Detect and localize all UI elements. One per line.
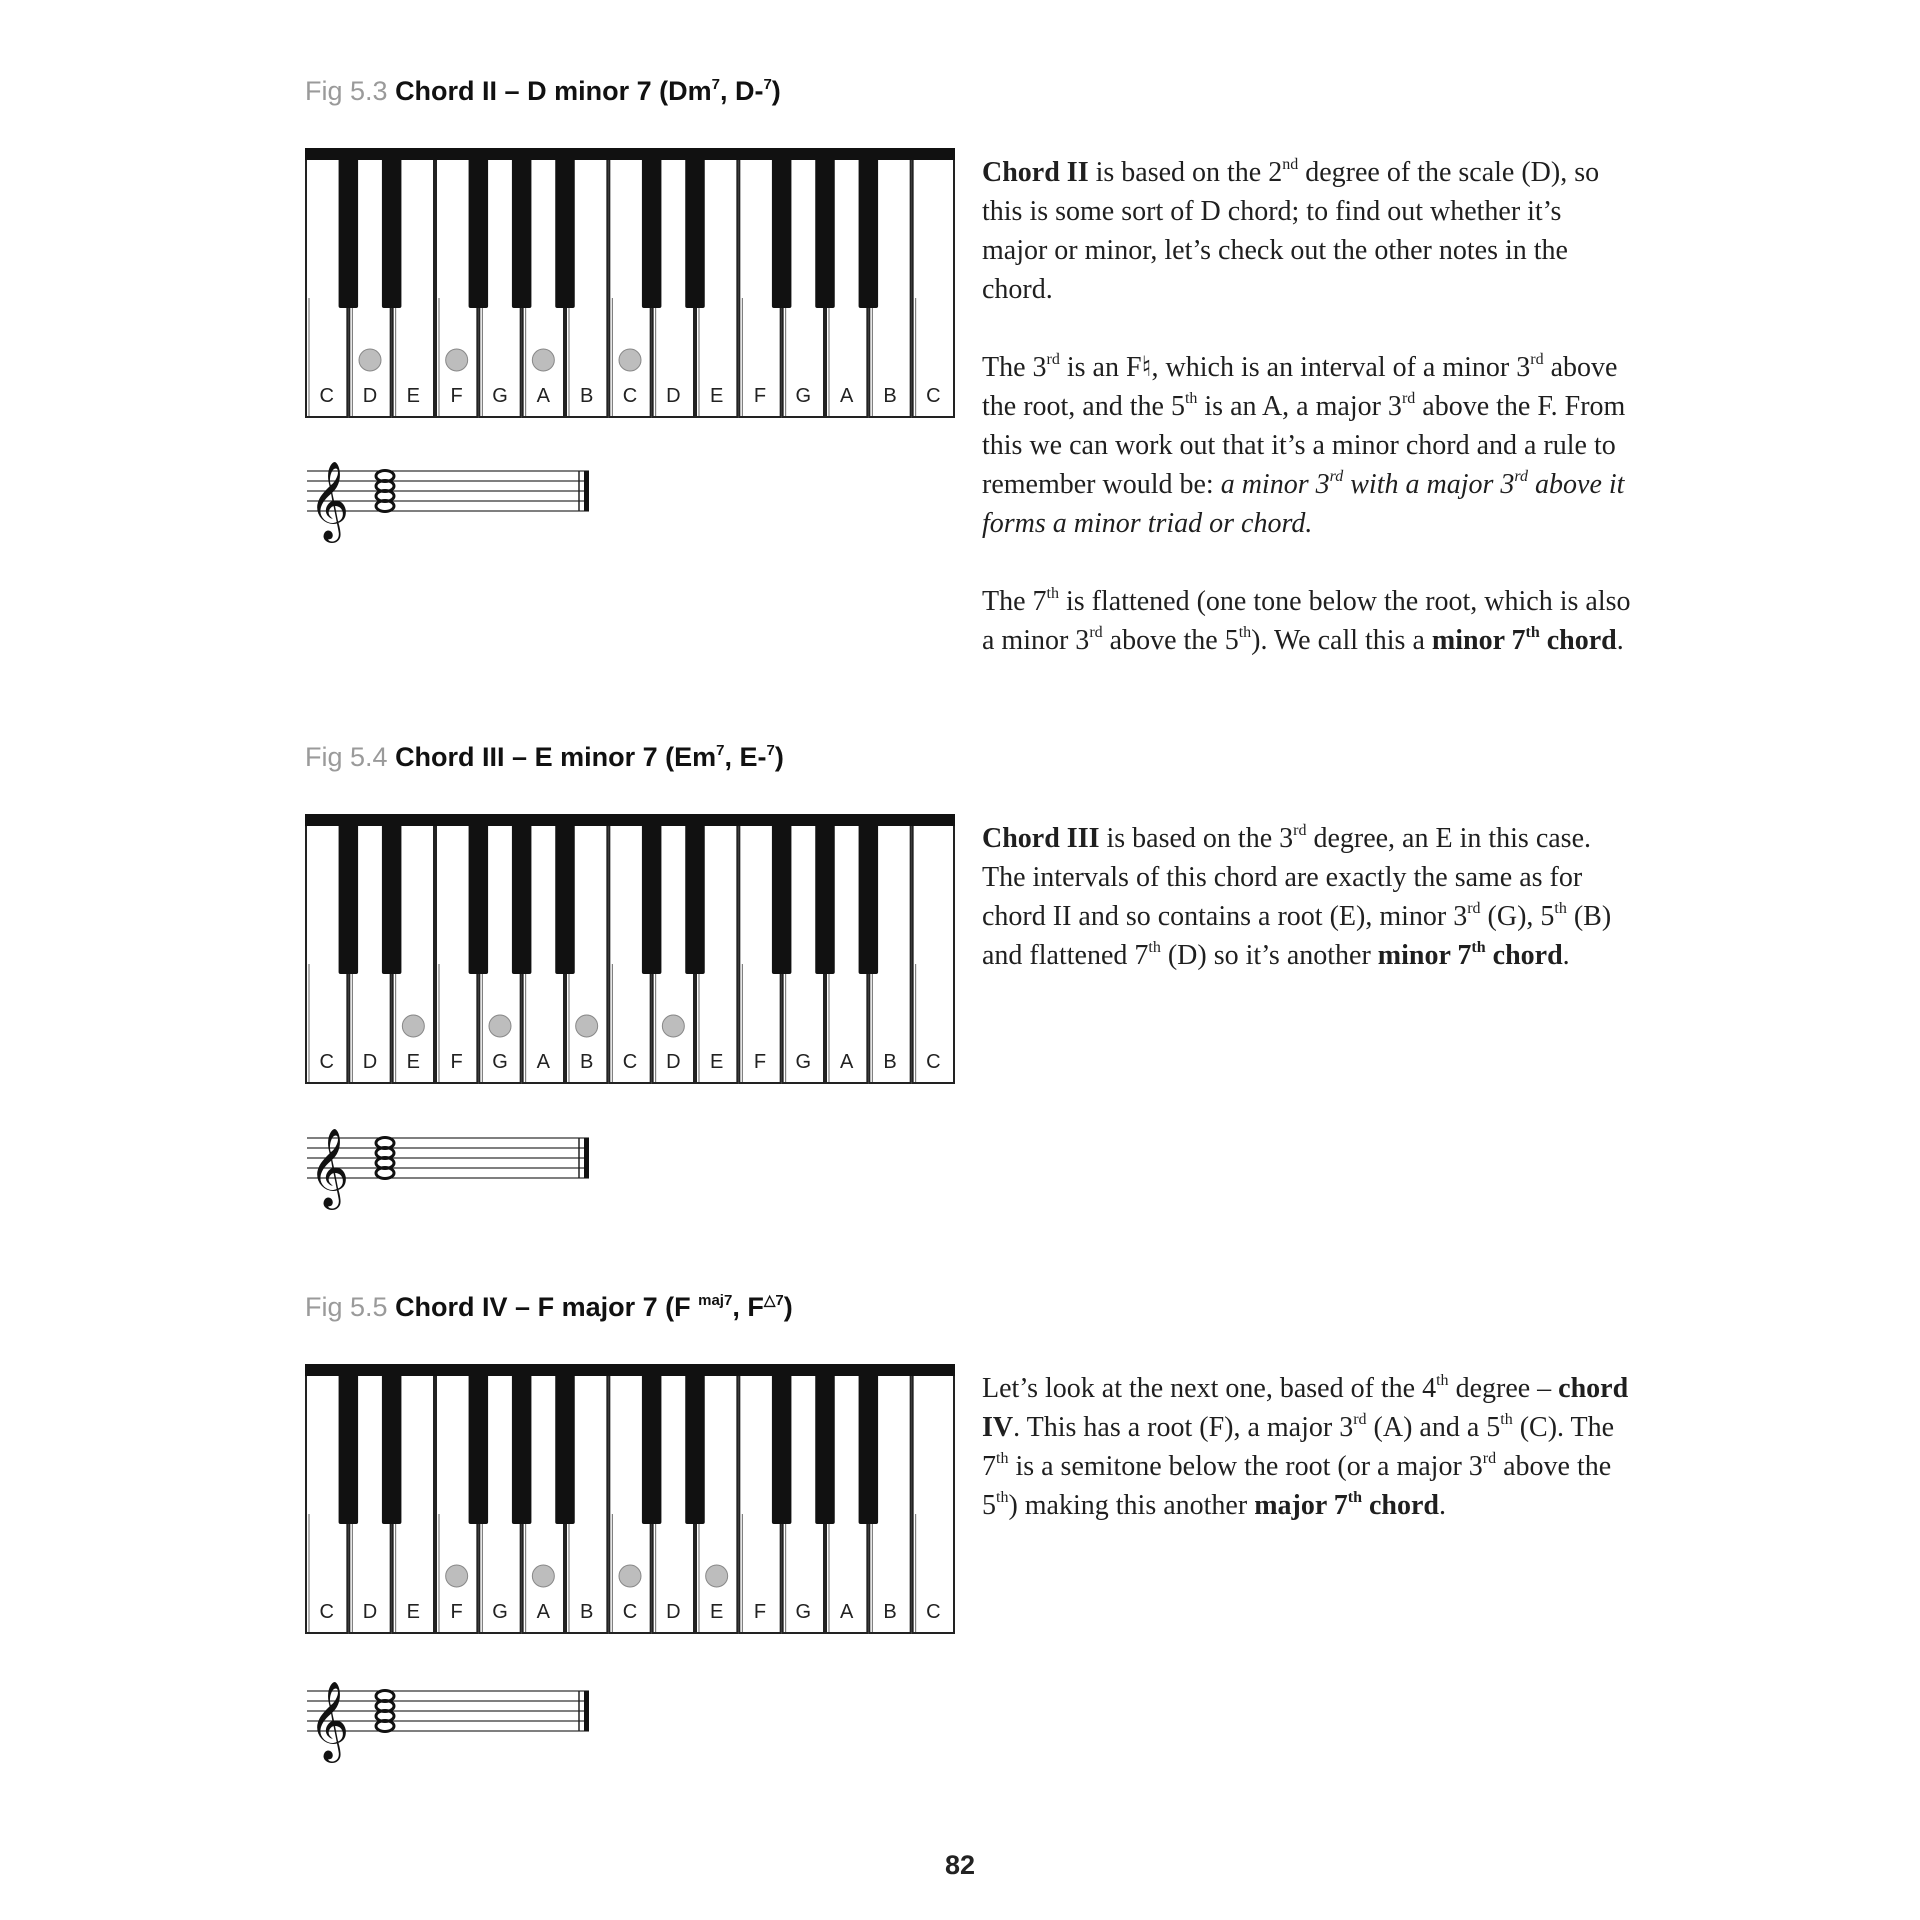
key-label: G <box>795 385 812 407</box>
highlighted-note <box>402 1015 424 1037</box>
figure-title-text: ) <box>783 1292 793 1322</box>
figure-title-text: ) <box>774 742 784 772</box>
key-label: C <box>622 385 638 407</box>
key-label: D <box>362 1051 378 1073</box>
black-key <box>512 158 532 308</box>
highlighted-note <box>532 349 554 371</box>
black-key <box>815 1374 835 1524</box>
key-label: B <box>579 1051 594 1073</box>
black-key <box>859 824 879 974</box>
key-label: D <box>666 1601 681 1623</box>
staff-svg <box>305 1110 595 1210</box>
key-label: F <box>450 1601 463 1623</box>
page-number: 82 <box>944 1850 976 1880</box>
key-label: F <box>753 1051 767 1073</box>
black-key <box>512 824 532 974</box>
black-key <box>339 1374 359 1524</box>
key-label: C <box>622 1051 638 1073</box>
key-label: D <box>666 1051 681 1073</box>
black-key <box>772 158 792 308</box>
key-label: C <box>926 385 941 407</box>
key-label: D <box>666 385 681 407</box>
black-key <box>685 158 705 308</box>
key-label: E <box>406 1601 421 1623</box>
music-staff <box>305 443 595 543</box>
key-label: A <box>536 1601 551 1623</box>
key-label: C <box>926 1051 941 1073</box>
superscript: △7 <box>763 1292 784 1309</box>
highlighted-note <box>446 1565 468 1587</box>
figure-title-5-4 <box>305 742 784 773</box>
piano-keyboard <box>305 1364 955 1634</box>
key-label: B <box>883 1601 897 1623</box>
explanation-text <box>982 1369 1632 1564</box>
keyboard-svg <box>305 1364 955 1634</box>
black-key <box>339 158 359 308</box>
key-label: C <box>319 1051 334 1073</box>
music-staff <box>305 1110 595 1210</box>
figure-number: Fig 5.3 <box>305 76 388 106</box>
paragraph: The 3rd is an F♮, which is an interval of a minor 3rd above the root, and the 5th is an A, a major 3rd above the F. From this we can work out that it’s a minor chord and a rule to remember would be: a minor 3rd with a major 3rd above it forms a minor triad or chord. <box>982 351 1626 539</box>
black-key <box>772 824 792 974</box>
key-label: E <box>709 1601 724 1623</box>
key-label: C <box>622 1601 638 1623</box>
key-label: E <box>709 385 724 407</box>
explanation-text <box>982 153 1632 699</box>
key-label: G <box>492 1601 508 1623</box>
figure-number: Fig 5.4 <box>305 742 388 772</box>
figure-title-text: Chord IV – F major 7 (F <box>395 1292 699 1322</box>
white-key <box>913 1374 954 1633</box>
key-label: A <box>536 385 551 407</box>
superscript: 7 <box>716 742 725 759</box>
key-label: E <box>709 1051 724 1073</box>
black-key <box>382 1374 402 1524</box>
highlighted-note <box>662 1015 684 1037</box>
key-label: G <box>795 1051 812 1073</box>
key-label: F <box>450 1051 463 1073</box>
black-key <box>555 1374 575 1524</box>
key-label: B <box>883 1051 897 1073</box>
key-label: E <box>406 385 421 407</box>
highlighted-note <box>359 349 381 371</box>
highlighted-note <box>532 1565 554 1587</box>
white-key <box>913 158 954 417</box>
key-label: G <box>492 1051 508 1073</box>
key-label: C <box>319 385 334 407</box>
figure-title-text: , E- <box>724 742 767 772</box>
figure-title-text: , D- <box>719 76 764 106</box>
black-key <box>469 824 489 974</box>
figure-title-text: , F <box>732 1292 764 1322</box>
black-key <box>815 824 835 974</box>
keyboard-top-bar <box>305 148 955 160</box>
superscript: 7 <box>766 742 775 759</box>
keyboard-top-bar <box>305 1364 955 1376</box>
treble-clef-icon: 𝄞 <box>309 1681 350 1760</box>
highlighted-note <box>619 349 641 371</box>
figure-number: Fig 5.5 <box>305 1292 388 1322</box>
black-key <box>685 824 705 974</box>
paragraph: Let’s look at the next one, based of the 4th degree – chord IV. This has a root (F), a major 3rd (A) and a 5th (C). The 7th is a semitone below the root (or a major 3rd above the 5th) making this another major 7th chord. <box>982 1372 1629 1521</box>
superscript: 7 <box>711 76 720 93</box>
key-label: C <box>926 1601 941 1623</box>
black-key <box>469 1374 489 1524</box>
black-key <box>382 824 402 974</box>
key-label: A <box>839 385 854 407</box>
explanation-text <box>982 819 1632 1014</box>
black-key <box>642 824 662 974</box>
key-label: C <box>319 1601 334 1623</box>
highlighted-note <box>706 1565 728 1587</box>
black-key <box>772 1374 792 1524</box>
key-label: B <box>579 1601 594 1623</box>
white-key <box>913 824 954 1083</box>
key-label: E <box>406 1051 421 1073</box>
final-barline <box>584 1138 589 1178</box>
piano-keyboard <box>305 148 955 418</box>
black-key <box>555 158 575 308</box>
keyboard-svg <box>305 814 955 1084</box>
treble-clef-icon: 𝄞 <box>309 1128 350 1207</box>
staff-svg <box>305 443 595 543</box>
black-key <box>685 1374 705 1524</box>
highlighted-note <box>446 349 468 371</box>
paragraph: Chord II is based on the 2nd degree of the scale (D), so this is some sort of D chord; to find out whether it’s major or minor, let’s check out the other notes in the chord. <box>982 156 1600 305</box>
black-key <box>642 158 662 308</box>
key-label: A <box>839 1051 854 1073</box>
key-label: B <box>579 385 594 407</box>
keyboard-top-bar <box>305 814 955 826</box>
key-label: D <box>362 385 378 407</box>
black-key <box>859 1374 879 1524</box>
black-key <box>859 158 879 308</box>
paragraph: The 7th is flattened (one tone below the root, which is also a minor 3rd above the 5th). We call this a minor 7th chord. <box>982 585 1631 656</box>
staff-svg <box>305 1663 595 1763</box>
key-label: A <box>839 1601 854 1623</box>
key-label: F <box>753 1601 767 1623</box>
figure-title-text: ) <box>771 76 781 106</box>
highlighted-note <box>489 1015 511 1037</box>
figure-title-text: Chord II – D minor 7 (Dm <box>395 76 712 106</box>
final-barline <box>584 1691 589 1731</box>
figure-title-5-5 <box>305 1292 793 1323</box>
key-label: B <box>883 385 897 407</box>
black-key <box>469 158 489 308</box>
music-staff <box>305 1663 595 1763</box>
key-label: F <box>753 385 767 407</box>
superscript: maj7 <box>698 1292 733 1309</box>
black-key <box>512 1374 532 1524</box>
treble-clef-icon: 𝄞 <box>309 461 350 540</box>
black-key <box>382 158 402 308</box>
key-label: F <box>450 385 463 407</box>
key-label: G <box>492 385 508 407</box>
keyboard-svg <box>305 148 955 418</box>
piano-keyboard <box>305 814 955 1084</box>
final-barline <box>584 471 589 511</box>
black-key <box>555 824 575 974</box>
highlighted-note <box>619 1565 641 1587</box>
figure-title-5-3 <box>305 76 781 107</box>
key-label: A <box>536 1051 551 1073</box>
black-key <box>339 824 359 974</box>
figure-title-text: Chord III – E minor 7 (Em <box>395 742 717 772</box>
black-key <box>815 158 835 308</box>
black-key <box>642 1374 662 1524</box>
superscript: 7 <box>763 76 772 93</box>
key-label: D <box>362 1601 378 1623</box>
key-label: G <box>795 1601 812 1623</box>
paragraph: Chord III is based on the 3rd degree, an E in this case. The intervals of this chord are exactly the same as for chord II and so contains a root (E), minor 3rd (G), 5th (B) and flattened 7th (D) so it’s another minor 7th chord. <box>982 822 1612 971</box>
highlighted-note <box>576 1015 598 1037</box>
